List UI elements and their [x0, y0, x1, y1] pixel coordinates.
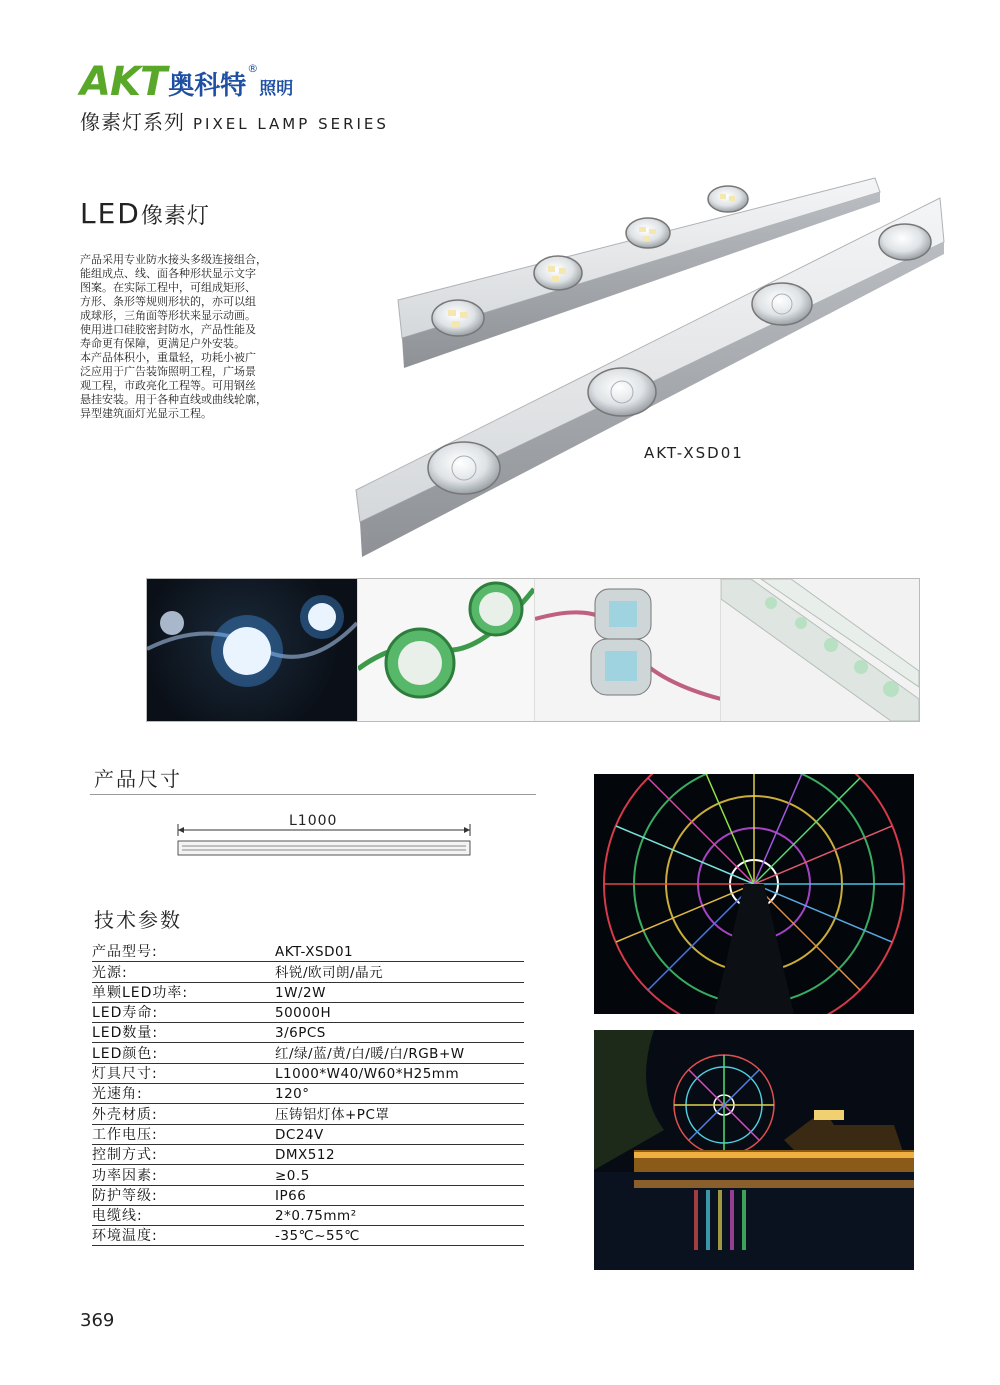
spec-value: L1000*W40/W60*H25mm — [275, 1063, 524, 1083]
dimension-drawing — [176, 814, 472, 864]
table-row — [92, 982, 524, 1002]
desc-line: 成球形，三角面等形状来显示动画。 — [80, 309, 256, 322]
table-row — [92, 1205, 524, 1225]
table-row — [92, 962, 524, 982]
table-row — [92, 1144, 524, 1164]
desc-line: 能组成点、线、面各种形状显示文字 — [80, 267, 256, 280]
dimension-label: L1000 — [289, 813, 338, 829]
product-photo-strip — [146, 578, 920, 722]
series-cn: 像素灯系列 — [80, 110, 185, 134]
spec-key: 控制方式: — [92, 1144, 275, 1164]
bar-lamp-photo — [721, 579, 919, 721]
desc-line: 本产品体积小，重量轻，功耗小被广 — [80, 351, 256, 364]
desc-line: 图案。在实际工程中，可组成矩形、 — [80, 281, 256, 294]
size-section-title: 产品尺寸 — [94, 767, 182, 791]
size-section-divider — [90, 794, 536, 795]
tech-spec-table — [92, 942, 524, 1246]
table-row — [92, 1165, 524, 1185]
table-row — [92, 1185, 524, 1205]
green-pixel-photo — [358, 579, 535, 721]
table-row — [92, 1023, 524, 1043]
spec-value: 1W/2W — [275, 982, 524, 1002]
table-row — [92, 1226, 524, 1246]
led-module — [708, 186, 748, 212]
table-row — [92, 942, 524, 962]
brand-logo — [80, 59, 294, 105]
led-module — [879, 224, 931, 260]
product-title-latin: LED — [80, 197, 141, 230]
product-title-cjk: 像素灯 — [140, 204, 210, 229]
spec-key: 电缆线: — [92, 1205, 275, 1225]
spec-value: 3/6PCS — [275, 1023, 524, 1043]
spec-value: 红/绿/蓝/黄/白/暖/白/RGB+W — [275, 1043, 524, 1063]
led-module — [432, 300, 484, 336]
night-ferris-wheel-photo — [594, 1030, 914, 1270]
table-row — [92, 1002, 524, 1022]
spec-key: 光源: — [92, 962, 275, 982]
desc-line: 观工程，市政亮化工程等。可用钢丝 — [80, 379, 256, 392]
spec-value: -35℃~55℃ — [275, 1226, 524, 1246]
series-title — [80, 106, 389, 135]
spec-value: 120° — [275, 1084, 524, 1104]
led-module — [534, 256, 582, 290]
desc-line: 泛应用于广告装饰照明工程，广场景 — [80, 365, 256, 378]
led-module — [626, 218, 670, 248]
spec-value: DMX512 — [275, 1144, 524, 1164]
spec-value: AKT-XSD01 — [275, 942, 524, 962]
spec-value: 2*0.75mm² — [275, 1205, 524, 1225]
desc-line: 使用进口硅胶密封防水，产品性能及 — [80, 323, 256, 336]
desc-line: 方形、条形等规则形状的，亦可以组 — [80, 295, 256, 308]
ferris-wheel-photo — [594, 774, 914, 1014]
spec-value: 科锐/欧司朗/晶元 — [275, 962, 524, 982]
spec-key: 功率因素: — [92, 1165, 275, 1185]
spec-key: 环境温度: — [92, 1226, 275, 1246]
product-title — [80, 197, 210, 230]
spec-value: 压铸铝灯体+PC罩 — [275, 1104, 524, 1124]
spec-key: 光速角: — [92, 1084, 275, 1104]
desc-line: 产品采用专业防水接头多级连接组合， — [80, 253, 267, 266]
spec-key: 工作电压: — [92, 1124, 275, 1144]
spec-key: 产品型号: — [92, 942, 275, 962]
table-row — [92, 1084, 524, 1104]
registered-mark: ® — [247, 62, 259, 75]
spec-value: IP66 — [275, 1185, 524, 1205]
desc-line: 悬挂安装。用于各种直线或曲线轮廓， — [80, 393, 267, 406]
tech-section-title: 技术参数 — [94, 908, 182, 932]
spec-value: ≥0.5 — [275, 1165, 524, 1185]
spec-key: LED数量: — [92, 1023, 275, 1043]
spec-key: 外壳材质: — [92, 1104, 275, 1124]
logo-cjk: 奥科特 — [168, 71, 247, 101]
page-number: 369 — [80, 1310, 115, 1331]
spec-key: 灯具尺寸: — [92, 1063, 275, 1083]
spec-key: LED颜色: — [92, 1043, 275, 1063]
table-row — [92, 1043, 524, 1063]
led-module — [752, 283, 812, 325]
led-module — [588, 368, 656, 416]
lit-pixel-photo — [147, 579, 358, 721]
rgb-pixel-photo — [535, 579, 722, 721]
logo-latin: AKT — [80, 59, 167, 105]
table-row — [92, 1104, 524, 1124]
series-en: PIXEL LAMP SERIES — [193, 115, 389, 133]
spec-value: DC24V — [275, 1124, 524, 1144]
logo-sub: 照明 — [259, 79, 294, 99]
desc-line: 异型建筑面灯光显示工程。 — [80, 407, 212, 420]
table-row — [92, 1124, 524, 1144]
led-module — [428, 442, 500, 494]
model-label: AKT-XSD01 — [644, 444, 744, 462]
desc-line: 寿命更有保障，更满足户外安装。 — [80, 337, 245, 350]
spec-key: 单颗LED功率: — [92, 982, 275, 1002]
table-row — [92, 1063, 524, 1083]
spec-key: 防护等级: — [92, 1185, 275, 1205]
product-description — [80, 253, 302, 421]
product-hero-image — [350, 172, 950, 572]
spec-value: 50000H — [275, 1002, 524, 1022]
spec-key: LED寿命: — [92, 1002, 275, 1022]
